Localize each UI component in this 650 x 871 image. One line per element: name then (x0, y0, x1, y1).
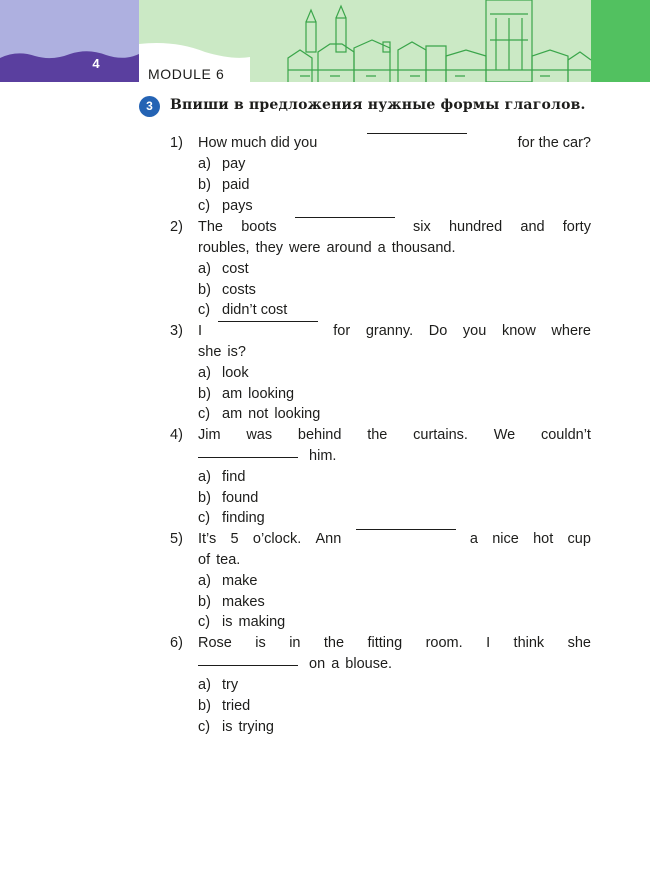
answer-blank[interactable] (295, 217, 395, 218)
option-1a (170, 154, 591, 175)
task-number-badge: 3 (139, 96, 160, 117)
option-letter: c) (198, 406, 211, 422)
text-segment: roubles, they were around a thousand. (198, 240, 456, 256)
question-number: 2) (170, 219, 183, 235)
question-number: 4) (170, 427, 183, 443)
text-segment: Do (428, 323, 448, 339)
question-number: 5) (170, 531, 183, 547)
answer-blank[interactable] (198, 457, 298, 458)
text-segment: nice (492, 531, 519, 547)
option-3a (170, 363, 591, 384)
task-instruction: Впиши в предложения нужные формы глаголов. (170, 97, 586, 113)
option-text: is making (222, 614, 286, 630)
text-segment: The (198, 219, 223, 235)
option-letter: b) (198, 282, 211, 298)
option-letter: b) (198, 386, 211, 402)
option-2c (170, 300, 591, 321)
question-6 (170, 633, 591, 654)
question-text (198, 217, 591, 238)
option-text: tried (222, 698, 251, 714)
option-letter: a) (198, 156, 211, 172)
text-segment: for the car? (517, 135, 591, 151)
option-3c (170, 404, 591, 425)
page-number: 4 (92, 56, 100, 71)
text-segment: granny. (365, 323, 414, 339)
option-letter: c) (198, 719, 211, 735)
option-text: am not looking (222, 406, 321, 422)
option-letter: a) (198, 677, 211, 693)
option-6b (170, 696, 591, 717)
answer-blank[interactable] (198, 665, 298, 666)
question-4 (170, 425, 591, 446)
text-segment: It’s (198, 531, 217, 547)
option-3b (170, 384, 591, 405)
option-letter: a) (198, 365, 211, 381)
option-letter: a) (198, 573, 211, 589)
option-letter: c) (198, 302, 211, 318)
text-segment: know (501, 323, 536, 339)
text-segment: behind (297, 427, 342, 443)
page-header (0, 0, 650, 82)
option-5b (170, 592, 591, 613)
text-segment: she is? (198, 344, 246, 360)
option-text: is trying (222, 719, 274, 735)
text-segment: the (367, 427, 388, 443)
option-letter: b) (198, 490, 211, 506)
text-segment: boots (241, 219, 277, 235)
option-letter: a) (198, 261, 211, 277)
text-segment: for (333, 323, 351, 339)
option-1b (170, 175, 591, 196)
option-text: costs (222, 282, 256, 298)
option-letter: b) (198, 177, 211, 193)
option-text: didn’t cost (222, 302, 288, 318)
text-segment: a (469, 531, 478, 547)
option-5a (170, 571, 591, 592)
question-2 (170, 217, 591, 238)
text-segment: hundred (448, 219, 503, 235)
question-3-continued (170, 342, 591, 363)
question-2-continued (170, 238, 591, 259)
text-segment: curtains. (413, 427, 468, 443)
text-segment: How much did you (198, 135, 318, 151)
option-text: makes (222, 594, 265, 610)
text-segment: in (289, 635, 301, 651)
option-6a (170, 675, 591, 696)
text-segment: of tea. (198, 552, 241, 568)
text-segment: hot (533, 531, 554, 547)
text-segment: where (551, 323, 591, 339)
text-segment: o’clock. (252, 531, 302, 547)
option-letter: b) (198, 698, 211, 714)
option-text: found (222, 490, 259, 506)
text-segment: fitting (367, 635, 403, 651)
question-6-continued (170, 654, 591, 675)
question-text (198, 529, 591, 550)
option-6c (170, 717, 591, 738)
text-segment: cup (567, 531, 591, 547)
question-text (198, 446, 591, 467)
option-letter: c) (198, 510, 211, 526)
option-text: pay (222, 156, 246, 172)
text-segment: she (567, 635, 591, 651)
option-letter: b) (198, 594, 211, 610)
question-text (198, 133, 591, 154)
question-text (198, 633, 591, 654)
text-segment: is (255, 635, 266, 651)
text-segment: think (513, 635, 545, 651)
option-text: paid (222, 177, 250, 193)
question-3 (170, 321, 591, 342)
option-2a (170, 259, 591, 280)
question-text (198, 425, 591, 446)
text-segment: was (246, 427, 273, 443)
option-text: cost (222, 261, 249, 277)
option-4a (170, 467, 591, 488)
question-text (198, 654, 591, 675)
question-5 (170, 529, 591, 550)
text-segment: six (413, 219, 431, 235)
option-text: try (222, 677, 239, 693)
text-segment: you (462, 323, 487, 339)
option-letter: c) (198, 198, 211, 214)
module-label: MODULE 6 (148, 66, 225, 82)
option-5c (170, 612, 591, 633)
question-4-continued (170, 446, 591, 467)
question-number: 1) (170, 135, 183, 151)
text-segment: the (323, 635, 345, 651)
text-segment: I (486, 635, 491, 651)
text-segment: Ann (315, 531, 342, 547)
text-segment: him. (309, 448, 337, 464)
text-segment: I (198, 323, 203, 339)
option-text: finding (222, 510, 265, 526)
option-letter: c) (198, 614, 211, 630)
option-2b (170, 280, 591, 301)
question-5-continued (170, 550, 591, 571)
option-text: find (222, 469, 246, 485)
text-segment: room. (425, 635, 463, 651)
text-segment: Jim (198, 427, 221, 443)
answer-blank[interactable] (356, 529, 456, 530)
option-letter: a) (198, 469, 211, 485)
text-segment: on a blouse. (309, 656, 393, 672)
text-segment: forty (562, 219, 591, 235)
option-text: make (222, 573, 258, 589)
text-segment: Rose (198, 635, 232, 651)
text-segment: couldn’t (540, 427, 591, 443)
text-segment: and (520, 219, 545, 235)
text-segment: 5 (230, 531, 239, 547)
option-text: am looking (222, 386, 295, 402)
answer-blank[interactable] (367, 133, 467, 134)
question-number: 3) (170, 323, 183, 339)
question-number: 6) (170, 635, 183, 651)
question-text (198, 321, 591, 342)
option-text: pays (222, 198, 253, 214)
option-text: look (222, 365, 249, 381)
question-1 (170, 133, 591, 154)
answer-blank[interactable] (218, 321, 318, 322)
text-segment: We (493, 427, 516, 443)
option-4c (170, 508, 591, 529)
option-1c (170, 196, 591, 217)
option-4b (170, 488, 591, 509)
